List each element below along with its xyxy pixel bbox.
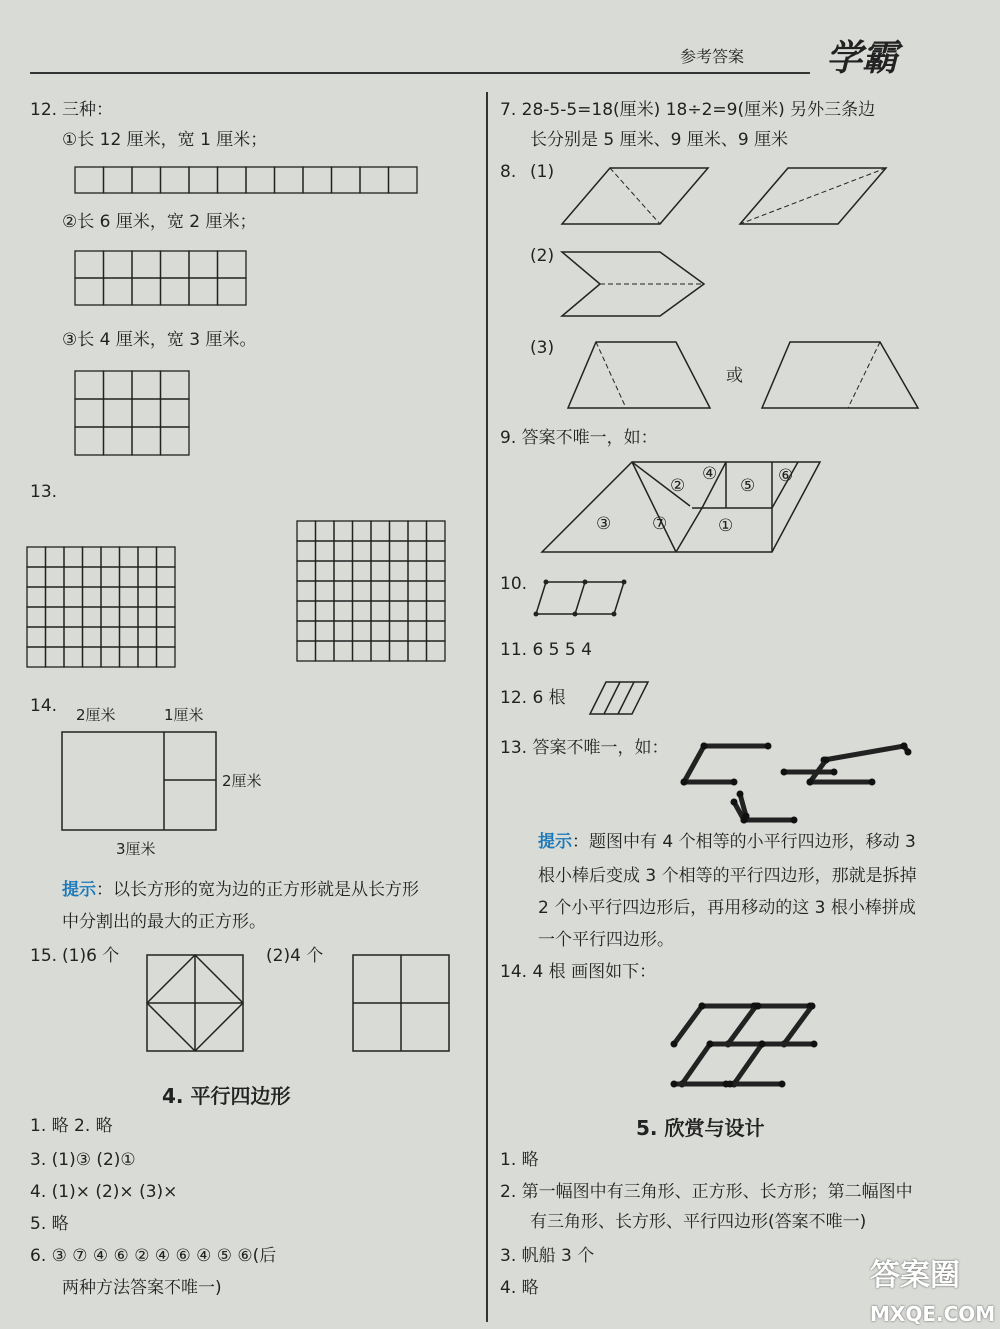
grid-cell <box>132 371 161 399</box>
q8-figure2 <box>560 250 706 320</box>
watermark-stamp <box>128 417 431 742</box>
matchstick <box>684 746 704 782</box>
q7-line1: 7. 28-5-5=18(厘米) 18÷2=9(厘米) 另外三条边 <box>500 100 876 120</box>
grid-cell <box>75 427 104 455</box>
grid-cell <box>427 521 446 541</box>
matchstick-head <box>765 743 772 750</box>
hint13-line1 <box>538 832 916 852</box>
grid-cell <box>408 541 427 561</box>
q8-part2: (2) <box>530 246 555 266</box>
header-title: 参考答案 <box>680 47 745 66</box>
grid-cell <box>101 587 120 607</box>
grid-cell <box>27 567 46 587</box>
matchstick <box>824 746 904 760</box>
q9-piece7: ⑦ <box>652 514 668 534</box>
grid-cell <box>101 647 120 667</box>
q15-figure2 <box>352 954 452 1054</box>
grid-cell <box>83 547 102 567</box>
grid-cell <box>408 581 427 601</box>
grid-cell <box>408 561 427 581</box>
s4-answer-1: 1. 略 2. 略 <box>30 1116 113 1136</box>
q14-right-text: 14. 4 根 画图如下： <box>500 962 657 982</box>
grid-cell <box>101 547 120 567</box>
s5-answer-2-cont: 有三角形、长方形、平行四边形(答案不唯一) <box>530 1212 867 1232</box>
grid-cell <box>246 167 275 193</box>
matchstick <box>734 1044 762 1084</box>
q14-rectangle-figure <box>62 732 218 832</box>
s4-answer-5: 6. ③ ⑦ ④ ⑥ ② ④ ⑥ ④ ⑤ ⑥(后 <box>30 1246 277 1266</box>
matchstick <box>674 1006 702 1044</box>
grid-6x2 <box>74 250 246 306</box>
matchstick-head <box>727 1081 734 1088</box>
grid-cell <box>75 371 104 399</box>
grid-cell <box>389 167 418 193</box>
q15-part2: (2)4 个 <box>266 946 324 966</box>
grid-cell <box>138 607 157 627</box>
s4-answer-3: 4. (1)× (2)× (3)× <box>30 1182 178 1202</box>
grid-cell <box>120 547 139 567</box>
grid-cell <box>27 627 46 647</box>
grid-cell <box>332 167 361 193</box>
q14-label-width: 2厘米 <box>76 706 116 724</box>
grid-cell <box>75 167 104 193</box>
q14-label-height: 2厘米 <box>222 772 262 790</box>
q13-matchstick-figure <box>676 740 916 824</box>
s5-answer-1: 1. 略 <box>500 1150 539 1170</box>
grid-cell <box>157 647 176 667</box>
grid-cell <box>138 627 157 647</box>
grid-cell <box>132 251 161 278</box>
grid-cell <box>157 627 176 647</box>
q8-figure3a <box>566 340 712 410</box>
q9-piece2: ② <box>670 476 686 496</box>
matchstick-head <box>869 779 876 786</box>
grid-cell <box>83 607 102 627</box>
matchstick-head <box>807 779 814 786</box>
grid-cell <box>132 427 161 455</box>
grid-cell <box>64 587 83 607</box>
grid-cell <box>64 607 83 627</box>
grid-cell <box>138 647 157 667</box>
grid-cell <box>120 627 139 647</box>
grid-cell <box>218 167 247 193</box>
grid-cell <box>104 427 133 455</box>
grid-cell <box>161 251 190 278</box>
brand-logo: 学霸 <box>826 38 899 79</box>
grid-cell <box>427 581 446 601</box>
q12-option1: ①长 12 厘米，宽 1 厘米； <box>62 130 268 150</box>
grid-cell <box>138 567 157 587</box>
grid-cell <box>132 278 161 305</box>
s4-answer-2: 3. (1)③ (2)① <box>30 1150 136 1170</box>
grid-cell <box>104 371 133 399</box>
grid-cell <box>427 561 446 581</box>
matchstick-head <box>671 1081 678 1088</box>
matchstick-head <box>831 769 838 776</box>
grid-cell <box>75 278 104 305</box>
grid-cell <box>132 399 161 427</box>
s5-answer-2: 2. 第一幅图中有三角形、正方形、长方形；第二幅图中 <box>500 1182 913 1202</box>
matchstick-head <box>731 799 738 806</box>
grid-cell <box>218 278 247 305</box>
matchstick-head <box>681 779 688 786</box>
hint13-line3: 2 个小平行四边形后，再用移动的这 3 根小棒拼成 <box>538 898 916 918</box>
grid-cell <box>157 607 176 627</box>
q14-matchstick-figure <box>664 1000 824 1090</box>
matchstick-head <box>781 769 788 776</box>
grid-cell <box>64 647 83 667</box>
grid-cell <box>83 567 102 587</box>
matchstick-head <box>905 749 912 756</box>
grid-12x1 <box>74 166 418 194</box>
q8-figure3b <box>760 340 920 410</box>
grid-cell <box>104 167 133 193</box>
grid-cell <box>161 427 190 455</box>
grid-cell <box>189 167 218 193</box>
grid-cell <box>390 521 409 541</box>
q8-part1: (1) <box>530 162 555 182</box>
q8-figure1b <box>738 166 888 226</box>
matchstick-head <box>823 757 830 764</box>
q12-parallel-sticks <box>590 680 650 716</box>
grid-cell <box>371 521 390 541</box>
hint14-line1 <box>62 880 419 900</box>
grid-cell <box>120 647 139 667</box>
q9-piece1: ① <box>718 516 734 536</box>
matchstick-head <box>671 1041 678 1048</box>
watermark-site: MXQE.COM <box>870 1302 996 1326</box>
grid-cell <box>360 167 389 193</box>
q14-label-length: 3厘米 <box>116 840 156 858</box>
grid-cell <box>104 251 133 278</box>
q13-number: 13. <box>30 482 58 502</box>
q15-part1: (1)6 个 <box>62 946 120 966</box>
grid-cell <box>390 541 409 561</box>
grid-cell <box>46 607 65 627</box>
q8-part3: (3) <box>530 338 555 358</box>
q8-figure1a <box>560 166 710 226</box>
matchstick-head <box>809 1003 816 1010</box>
matchstick <box>682 1044 710 1084</box>
grid-cell <box>427 641 446 661</box>
grid-cell <box>75 399 104 427</box>
grid-cell <box>64 547 83 567</box>
s4-answer-5-cont: 两种方法答案不唯一) <box>62 1278 222 1298</box>
grid-cell <box>27 547 46 567</box>
grid-cell <box>75 251 104 278</box>
q14-number: 14. <box>30 696 58 716</box>
s5-answer-4: 4. 略 <box>500 1278 539 1298</box>
grid-cell <box>27 587 46 607</box>
grid-cell <box>83 627 102 647</box>
q15-number: 15. <box>30 946 58 966</box>
grid-cell <box>161 399 190 427</box>
grid-cell <box>46 647 65 667</box>
grid-cell <box>46 627 65 647</box>
grid-cell <box>138 587 157 607</box>
q15-figure1 <box>146 954 246 1054</box>
q9-piece3: ③ <box>596 514 612 534</box>
grid-cell <box>189 251 218 278</box>
matchstick-head <box>759 1041 766 1048</box>
q11-text: 11. 6 5 5 4 <box>500 640 592 660</box>
hint13-line4: 一个平行四边形。 <box>538 930 674 950</box>
column-divider <box>486 92 488 1322</box>
q12-option2: ②长 6 厘米，宽 2 厘米； <box>62 212 257 232</box>
q12-number: 12. <box>30 100 58 120</box>
grid-cell <box>64 567 83 587</box>
q12-text: 三种： <box>62 100 113 120</box>
grid-cell <box>120 567 139 587</box>
matchstick-head <box>743 813 750 820</box>
grid-cell <box>275 167 304 193</box>
matchstick <box>728 1006 756 1044</box>
grid-4x3 <box>74 370 190 456</box>
hint-label: 提示 <box>62 880 96 900</box>
watermark-brand: 答案圈 <box>870 1258 960 1293</box>
grid-cell <box>427 601 446 621</box>
q9-text: 9. 答案不唯一，如： <box>500 428 658 448</box>
header-rule <box>30 72 810 74</box>
s5-answer-3: 3. 帆船 3 个 <box>500 1246 595 1266</box>
corner-watermark <box>870 1250 995 1329</box>
q8-or: 或 <box>726 366 743 386</box>
grid-cell <box>427 541 446 561</box>
grid-cell <box>46 587 65 607</box>
matchstick-head <box>811 1041 818 1048</box>
grid-cell <box>189 278 218 305</box>
q13-right-text: 13. 答案不唯一，如： <box>500 738 669 758</box>
matchstick-head <box>707 1041 714 1048</box>
matchstick-head <box>753 1003 760 1010</box>
grid-cell <box>161 278 190 305</box>
matchstick-head <box>731 779 738 786</box>
grid-cell <box>120 587 139 607</box>
q9-piece4: ④ <box>702 464 718 484</box>
q12-option3: ③长 4 厘米，宽 3 厘米。 <box>62 330 257 350</box>
grid-cell <box>101 607 120 627</box>
section5-title: 5. 欣赏与设计 <box>636 1116 765 1140</box>
matchstick-head <box>901 743 908 750</box>
q7-line2: 长分别是 5 厘米、9 厘米、9 厘米 <box>530 130 789 150</box>
hint13-line2: 根小棒后变成 3 个相等的平行四边形，那就是拆掉 <box>538 866 917 886</box>
hint13-text: ：题图中有 4 个相等的小平行四边形，移动 3 <box>572 832 916 852</box>
q9-piece6: ⑥ <box>778 466 794 486</box>
q10-figure <box>536 578 626 618</box>
matchstick-head <box>791 817 798 824</box>
matchstick-head <box>701 743 708 750</box>
grid-cell <box>303 167 332 193</box>
matchstick-head <box>779 1081 786 1088</box>
grid-cell <box>218 251 247 278</box>
grid-cell <box>101 627 120 647</box>
grid-cell <box>46 547 65 567</box>
matchstick-head <box>737 791 744 798</box>
grid-cell <box>132 167 161 193</box>
grid-cell <box>46 567 65 587</box>
hint14-line2: 中分割出的最大的正方形。 <box>62 912 266 932</box>
grid-cell <box>27 607 46 627</box>
section4-title: 4. 平行四边形 <box>162 1084 291 1108</box>
grid-cell <box>64 627 83 647</box>
q12-right-text: 12. 6 根 <box>500 688 566 708</box>
grid-cell <box>120 607 139 627</box>
grid-cell <box>101 567 120 587</box>
q10-number: 10. <box>500 574 528 594</box>
s4-answer-4: 5. 略 <box>30 1214 69 1234</box>
hint14-text: ：以长方形的宽为边的正方形就是从长方形 <box>96 880 419 900</box>
matchstick-head <box>699 1003 706 1010</box>
q14-label-square: 1厘米 <box>164 706 204 724</box>
outer-rectangle <box>62 732 216 830</box>
matchstick <box>784 1006 812 1044</box>
grid-cell <box>83 647 102 667</box>
hint13-label: 提示 <box>538 832 572 852</box>
grid-cell <box>104 278 133 305</box>
q8-number: 8. <box>500 162 517 182</box>
grid-cell <box>161 167 190 193</box>
grid-cell <box>104 399 133 427</box>
grid-cell <box>161 371 190 399</box>
grid-cell <box>27 647 46 667</box>
grid-cell <box>83 587 102 607</box>
grid-cell <box>408 521 427 541</box>
q9-piece5: ⑤ <box>740 476 756 496</box>
